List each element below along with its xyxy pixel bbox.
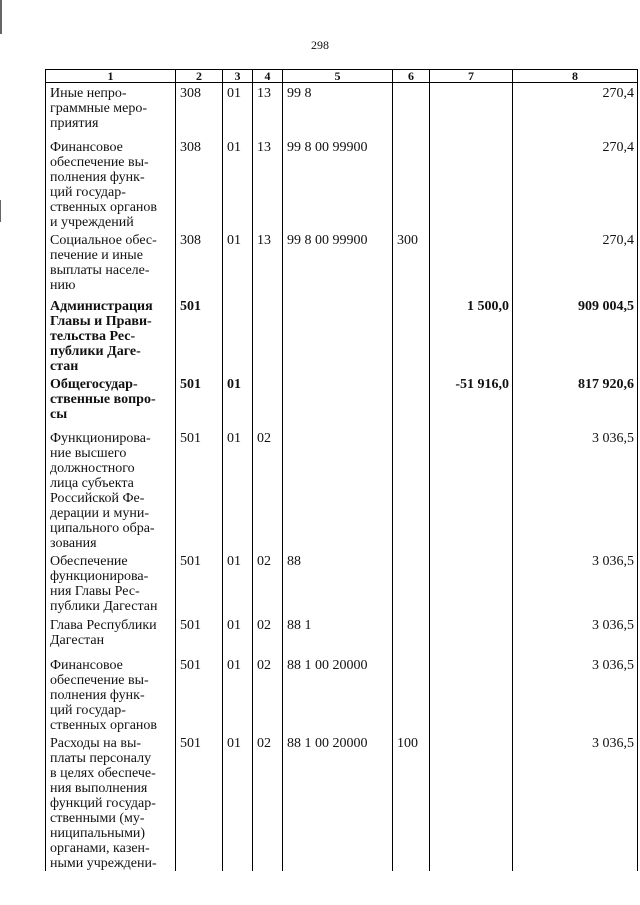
table-row <box>46 428 638 551</box>
change-amount-cell <box>430 230 513 296</box>
page-number: 298 <box>311 38 329 52</box>
section-cell: 01 <box>223 374 253 428</box>
change-amount-cell <box>430 615 513 655</box>
budget-code-cell: 501 <box>176 551 223 615</box>
section-cell: 01 <box>223 615 253 655</box>
target-article-cell: 88 <box>283 551 393 615</box>
column-header: 3 <box>223 70 253 83</box>
target-article-cell: 88 1 00 20000 <box>283 655 393 733</box>
expense-type-cell <box>393 551 430 615</box>
budget-code-cell: 501 <box>176 428 223 551</box>
subsection-cell: 13 <box>253 137 283 230</box>
table-row <box>46 615 638 655</box>
column-header: 1 <box>46 70 176 83</box>
subsection-cell: 02 <box>253 551 283 615</box>
target-article-cell <box>283 428 393 551</box>
budget-code-cell: 308 <box>176 137 223 230</box>
subsection-cell: 02 <box>253 428 283 551</box>
subsection-cell: 13 <box>253 230 283 296</box>
expense-type-cell: 300 <box>393 230 430 296</box>
total-amount-cell: 270,4 <box>513 137 638 230</box>
expense-type-cell <box>393 83 430 137</box>
change-amount-cell <box>430 733 513 871</box>
total-amount-cell: 270,4 <box>513 83 638 137</box>
subsection-cell: 13 <box>253 83 283 137</box>
table-header-row <box>46 70 638 83</box>
row-name-cell: Расходы на вы- платы персоналу в целях обеспече- ния выполнения функций государ- ственными (му- ниципальными) органами, казен- ными учреждени- <box>46 733 176 871</box>
target-article-cell: 88 1 <box>283 615 393 655</box>
section-cell: 01 <box>223 655 253 733</box>
change-amount-cell: 1 500,0 <box>430 296 513 374</box>
table-body <box>46 83 638 871</box>
row-name-cell: Обеспечение функционирова- ния Главы Рес- публики Дагестан <box>46 551 176 615</box>
target-article-cell: 88 1 00 20000 <box>283 733 393 871</box>
section-cell: 01 <box>223 428 253 551</box>
budget-code-cell: 501 <box>176 296 223 374</box>
column-header: 4 <box>253 70 283 83</box>
column-header: 6 <box>393 70 430 83</box>
total-amount-cell: 3 036,5 <box>513 428 638 551</box>
row-name-cell: Глава Республики Дагестан <box>46 615 176 655</box>
total-amount-cell: 817 920,6 <box>513 374 638 428</box>
budget-code-cell: 308 <box>176 83 223 137</box>
total-amount-cell: 3 036,5 <box>513 615 638 655</box>
column-header: 5 <box>283 70 393 83</box>
change-amount-cell: -51 916,0 <box>430 374 513 428</box>
section-cell: 01 <box>223 83 253 137</box>
budget-code-cell: 501 <box>176 655 223 733</box>
expense-type-cell <box>393 374 430 428</box>
budget-code-cell: 501 <box>176 615 223 655</box>
section-cell: 01 <box>223 137 253 230</box>
row-name-cell: Общегосудар- ственные вопро- сы <box>46 374 176 428</box>
budget-code-cell: 308 <box>176 230 223 296</box>
budget-table <box>45 69 638 871</box>
expense-type-cell: 100 <box>393 733 430 871</box>
expense-type-cell <box>393 296 430 374</box>
change-amount-cell <box>430 428 513 551</box>
change-amount-cell <box>430 83 513 137</box>
expense-type-cell <box>393 655 430 733</box>
section-cell: 01 <box>223 551 253 615</box>
column-header: 2 <box>176 70 223 83</box>
row-name-cell: Финансовое обеспечение вы- полнения функ- ций государ- ственных органов <box>46 655 176 733</box>
subsection-cell <box>253 296 283 374</box>
change-amount-cell <box>430 137 513 230</box>
table-row <box>46 296 638 374</box>
total-amount-cell: 909 004,5 <box>513 296 638 374</box>
expense-type-cell <box>393 615 430 655</box>
row-name-cell: Финансовое обеспечение вы- полнения функ- ций государ- ственных органов и учреждений <box>46 137 176 230</box>
subsection-cell: 02 <box>253 655 283 733</box>
subsection-cell: 02 <box>253 733 283 871</box>
budget-code-cell: 501 <box>176 374 223 428</box>
change-amount-cell <box>430 655 513 733</box>
row-name-cell: Социальное обес- печение и иные выплаты населе- нию <box>46 230 176 296</box>
table-row <box>46 230 638 296</box>
total-amount-cell: 3 036,5 <box>513 551 638 615</box>
scan-edge-mark <box>0 200 1 222</box>
scan-edge-mark <box>0 0 2 34</box>
total-amount-cell: 3 036,5 <box>513 733 638 871</box>
expense-type-cell <box>393 428 430 551</box>
subsection-cell <box>253 374 283 428</box>
table-row <box>46 374 638 428</box>
table-row <box>46 83 638 137</box>
target-article-cell <box>283 374 393 428</box>
section-cell: 01 <box>223 230 253 296</box>
row-name-cell: Функционирова- ние высшего должностного лица субъекта Российской Фе- дерации и муни- ципального обра- зования <box>46 428 176 551</box>
target-article-cell: 99 8 00 99900 <box>283 137 393 230</box>
table-row <box>46 733 638 871</box>
total-amount-cell: 270,4 <box>513 230 638 296</box>
expense-type-cell <box>393 137 430 230</box>
target-article-cell: 99 8 <box>283 83 393 137</box>
change-amount-cell <box>430 551 513 615</box>
column-header: 8 <box>513 70 638 83</box>
column-header: 7 <box>430 70 513 83</box>
subsection-cell: 02 <box>253 615 283 655</box>
section-cell <box>223 296 253 374</box>
table-row <box>46 655 638 733</box>
total-amount-cell: 3 036,5 <box>513 655 638 733</box>
row-name-cell: Администрация Главы и Прави- тельства Рес- публики Даге- стан <box>46 296 176 374</box>
table-row <box>46 551 638 615</box>
row-name-cell: Иные непро- граммные меро- приятия <box>46 83 176 137</box>
target-article-cell <box>283 296 393 374</box>
table-row <box>46 137 638 230</box>
section-cell: 01 <box>223 733 253 871</box>
budget-code-cell: 501 <box>176 733 223 871</box>
target-article-cell: 99 8 00 99900 <box>283 230 393 296</box>
